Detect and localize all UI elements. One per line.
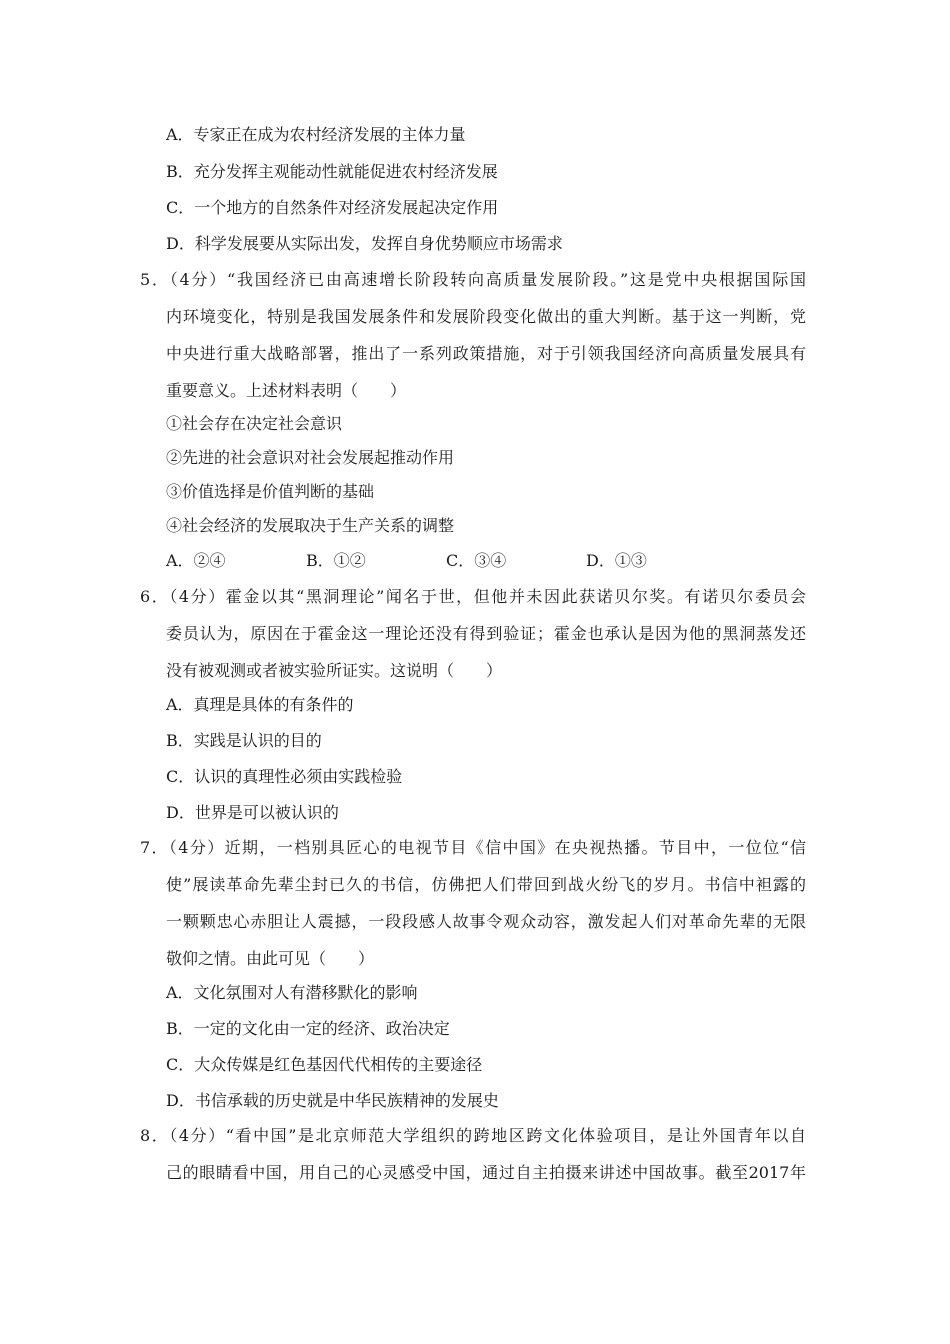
q7-option-b: B．一定的文化由一定的经济、政治决定 [166,1019,450,1038]
q5-choice-c: C．③④ [446,551,507,570]
q7-stem-line-1: 7．（4分）近期，一档别具匠心的电视节目《信中国》在央视热播。节目中，一位位“信 [140,838,806,857]
q6-option-d: D．世界是可以被认识的 [166,803,339,822]
q6-option-a: A．真理是具体的有条件的 [166,695,354,714]
q5-choices-row [166,550,726,572]
q7-stem-line-2: 使”展读革命先辈尘封已久的书信，仿佛把人们带回到战火纷飞的岁月。书信中袒露的 [166,875,806,894]
q7-option-c: C．大众传媒是红色基因代代相传的主要途径 [166,1055,483,1074]
q6-stem-line-2: 委员认为，原因在于霍金这一理论还没有得到验证；霍金也承认是因为他的黑洞蒸发还 [166,624,806,643]
q7-stem-line-3: 一颗颗忠心赤胆让人震撼，一段段感人故事令观众动容，激发起人们对革命先辈的无限 [166,912,806,931]
q5-item-4: ④社会经济的发展取决于生产关系的调整 [166,516,455,535]
q5-stem-line-3: 中央进行重大战略部署，推出了一系列政策措施，对于引领我国经济向高质量发展具有 [166,344,806,363]
q8-stem-line-1: 8．（4分）“看中国”是北京师范大学组织的跨地区跨文化体验项目，是让外国青年以自 [140,1126,806,1145]
q5-item-1: ①社会存在决定社会意识 [166,414,343,433]
q6-stem-line-3: 没有被观测或者被实验所证实。这说明（ ） [166,661,503,680]
q7-option-a: A．文化氛围对人有潜移默化的影响 [166,983,418,1002]
q5-choice-a: A．②④ [166,551,226,570]
q6-option-b: B．实践是认识的目的 [166,731,322,750]
q5-stem-line-1: 5．（4分）“我国经济已由高速增长阶段转向高质量发展阶段。”这是党中央根据国际国 [140,270,806,289]
q5-item-3: ③价值选择是价值判断的基础 [166,482,375,501]
q5-item-2: ②先进的社会意识对社会发展起推动作用 [166,448,455,467]
q7-option-d: D．书信承载的历史就是中华民族精神的发展史 [166,1091,499,1110]
q4-option-b: B．充分发挥主观能动性就能促进农村经济发展 [166,162,498,181]
q5-stem-line-4: 重要意义。上述材料表明（ ） [166,381,407,400]
q5-stem-line-2: 内环境变化，特别是我国发展条件和发展阶段变化做出的重大判断。基于这一判断，党 [166,307,806,326]
q4-option-a: A．专家正在成为农村经济发展的主体力量 [166,125,466,144]
q5-choice-d: D．①③ [586,551,647,570]
q6-option-c: C．认识的真理性必须由实践检验 [166,767,403,786]
q7-stem-line-4: 敬仰之情。由此可见（ ） [166,949,375,968]
q6-stem-line-1: 6．（4分）霍金以其“黑洞理论”闻名于世，但他并未因此获诺贝尔奖。有诺贝尔委员会 [140,587,806,606]
q4-option-d: D．科学发展要从实际出发，发挥自身优势顺应市场需求 [166,234,563,253]
q8-stem-line-2: 己的眼睛看中国，用自己的心灵感受中国，通过自主拍摄来讲述中国故事。截至2017年 [166,1163,806,1182]
q5-choice-b: B．①② [306,551,366,570]
q4-option-c: C．一个地方的自然条件对经济发展起决定作用 [166,198,499,217]
